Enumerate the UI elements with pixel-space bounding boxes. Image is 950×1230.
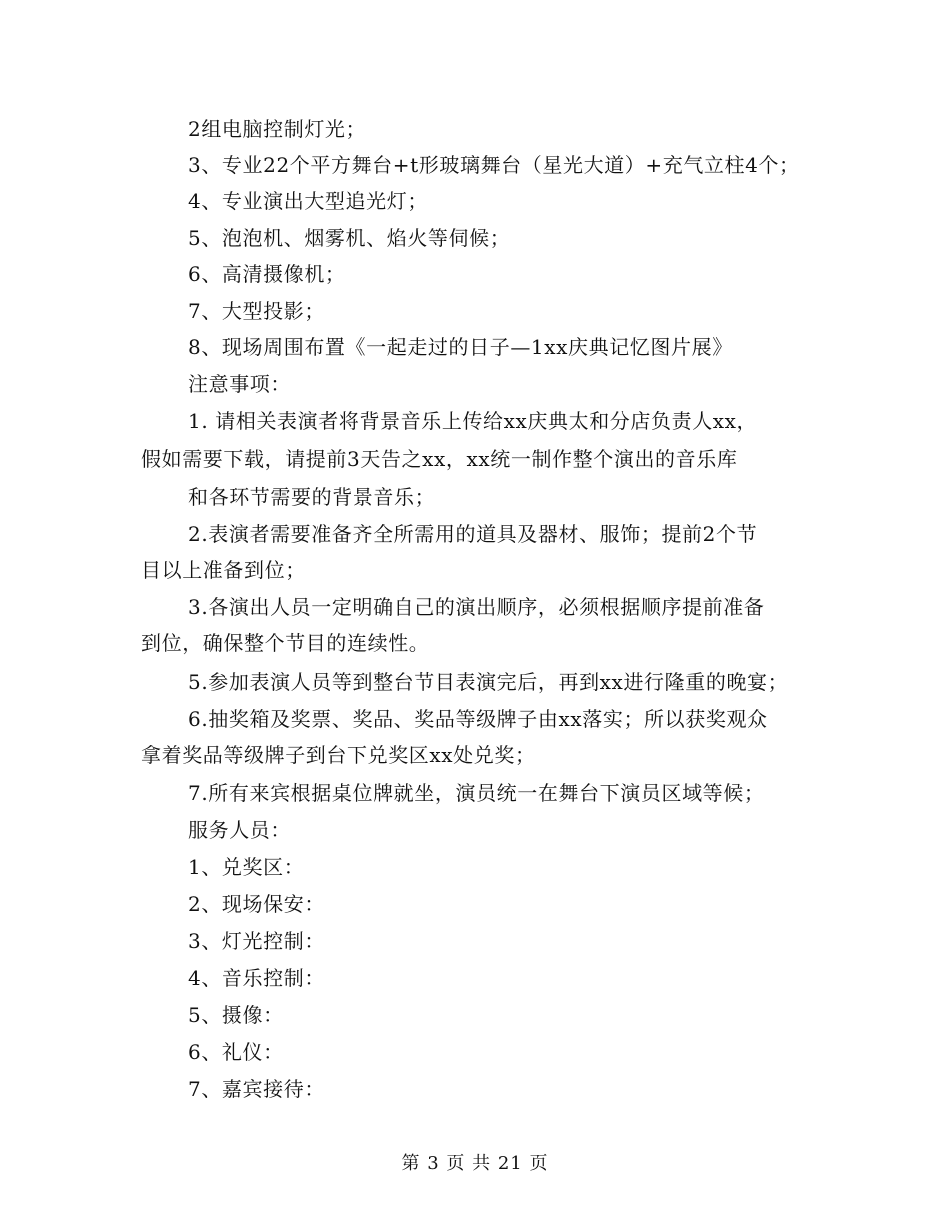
text-line: 7.所有来宾根据桌位牌就坐，演员统一在舞台下演员区域等候； <box>188 781 765 805</box>
text-line: 4、专业演出大型追光灯； <box>188 189 428 213</box>
section-heading: 服务人员： <box>188 818 291 842</box>
text-line: 目以上准备到位； <box>141 558 306 582</box>
text-line: 6.抽奖箱及奖票、奖品、奖品等级牌子由xx落实；所以获奖观众 <box>188 707 768 731</box>
text-line: 7、嘉宾接待： <box>188 1077 325 1101</box>
text-line: 假如需要下载，请提前3天告之xx，xx统一制作整个演出的音乐库 <box>141 447 738 471</box>
text-line: 8、现场周围布置《一起走过的日子—1xx庆典记忆图片展》 <box>188 335 733 359</box>
text-line: 5.参加表演人员等到整台节目表演完后，再到xx进行隆重的晚宴； <box>188 670 789 694</box>
text-line: 和各环节需要的背景音乐； <box>188 485 436 509</box>
text-line: 1、兑奖区： <box>188 855 305 879</box>
text-line: 3、灯光控制： <box>188 929 325 953</box>
text-line: 6、礼仪： <box>188 1040 284 1064</box>
text-line: 5、摄像： <box>188 1003 284 1027</box>
text-line: 7、大型投影； <box>188 299 325 323</box>
text-line: 5、泡泡机、烟雾机、焰火等伺候； <box>188 226 511 250</box>
text-line: 2、现场保安： <box>188 892 325 916</box>
page-number-footer: 第 3 页 共 21 页 <box>401 1153 549 1174</box>
text-line: 4、音乐控制： <box>188 966 325 990</box>
text-line: 2组电脑控制灯光； <box>188 117 367 141</box>
text-line: 到位，确保整个节目的连续性。 <box>141 631 430 655</box>
section-heading: 注意事项： <box>188 372 291 396</box>
text-line: 拿着奖品等级牌子到台下兑奖区xx处兑奖； <box>141 743 536 767</box>
text-line: 3、专业22个平方舞台+t形玻璃舞台（星光大道）+充气立柱4个； <box>188 153 800 177</box>
text-line: 3.各演出人员一定明确自己的演出顺序，必须根据顺序提前准备 <box>188 595 765 619</box>
text-line: 1. 请相关表演者将背景音乐上传给xx庆典太和分店负责人xx， <box>188 409 758 433</box>
text-line: 2.表演者需要准备齐全所需用的道具及器材、服饰；提前2个节 <box>188 522 758 546</box>
text-line: 6、高清摄像机； <box>188 262 346 286</box>
